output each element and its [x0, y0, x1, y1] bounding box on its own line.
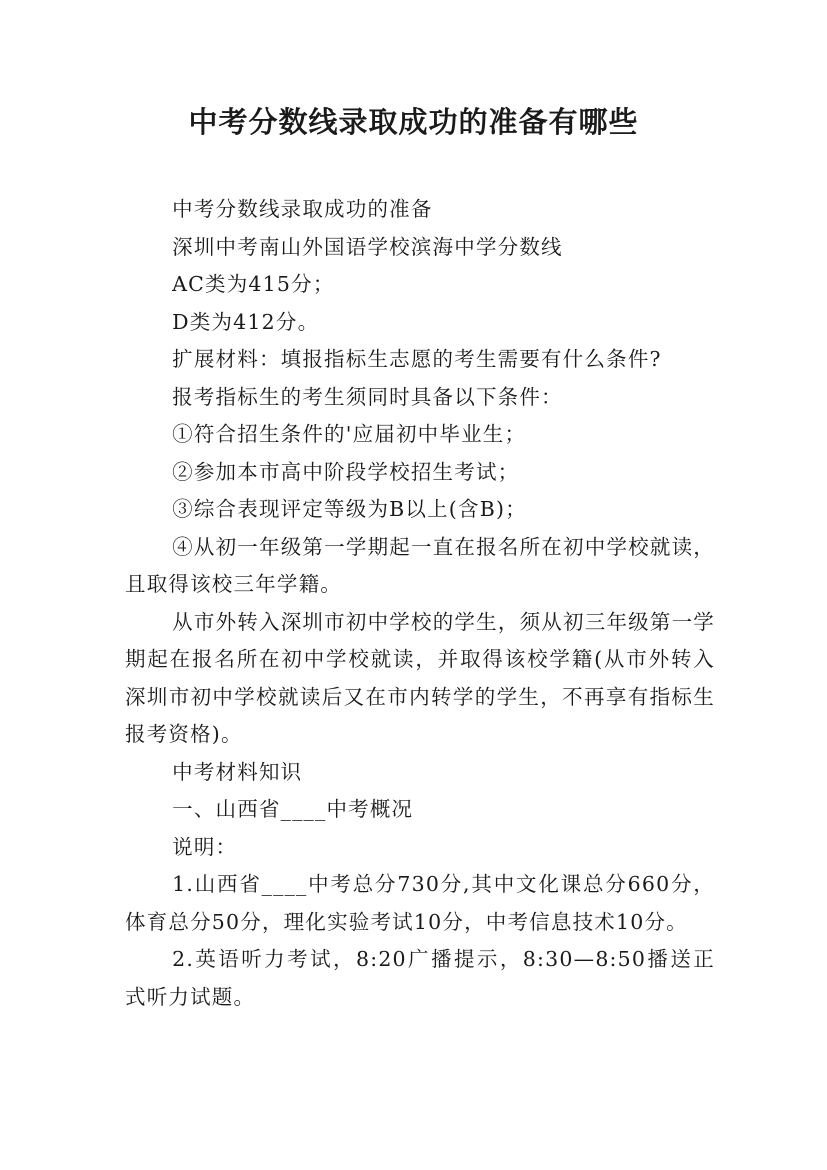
document-title: 中考分数线录取成功的准备有哪些	[188, 105, 639, 139]
paragraph: ①符合招生条件的'应届初中毕业生；	[172, 422, 527, 446]
paragraph: ④从初一年级第一学期起一直在报名所在初中学校就读，且取得该校三年学籍。	[125, 534, 715, 596]
paragraph: 2.英语听力考试，8:20广播提示，8:30—8:50播送正式听力试题。	[125, 947, 715, 1009]
paragraph: ②参加本市高中阶段学校招生考试；	[172, 459, 520, 484]
paragraph: 扩展材料：填报指标生志愿的考生需要有什么条件?	[172, 347, 662, 371]
paragraph: 中考材料知识	[172, 759, 303, 784]
document-body	[125, 191, 715, 1016]
paragraph: AC类为415分；	[172, 272, 335, 296]
paragraph: 深圳中考南山外国语学校滨海中学分数线	[172, 234, 563, 259]
paragraph: 一、山西省____中考概况	[172, 797, 414, 821]
paragraph: 1.山西省____中考总分730分,其中文化课总分660分，体育总分50分，理化实验考试10分，中考信息技术10分。	[125, 872, 715, 934]
paragraph: ③综合表现评定等级为B以上(含B)；	[172, 497, 527, 521]
paragraph: 说明：	[172, 834, 238, 859]
paragraph: 报考指标生的考生须同时具备以下条件：	[172, 384, 563, 409]
paragraph: 中考分数线录取成功的准备	[172, 197, 433, 221]
paragraph: 从市外转入深圳市初中学校的学生，须从初三年级第一学期起在报名所在初中学校就读，并取得该校学籍(从市外转入深圳市初中学校就读后又在市内转学的学生，不再享有指标生报考资格)。	[125, 609, 715, 746]
paragraph: D类为412分。	[172, 309, 320, 334]
